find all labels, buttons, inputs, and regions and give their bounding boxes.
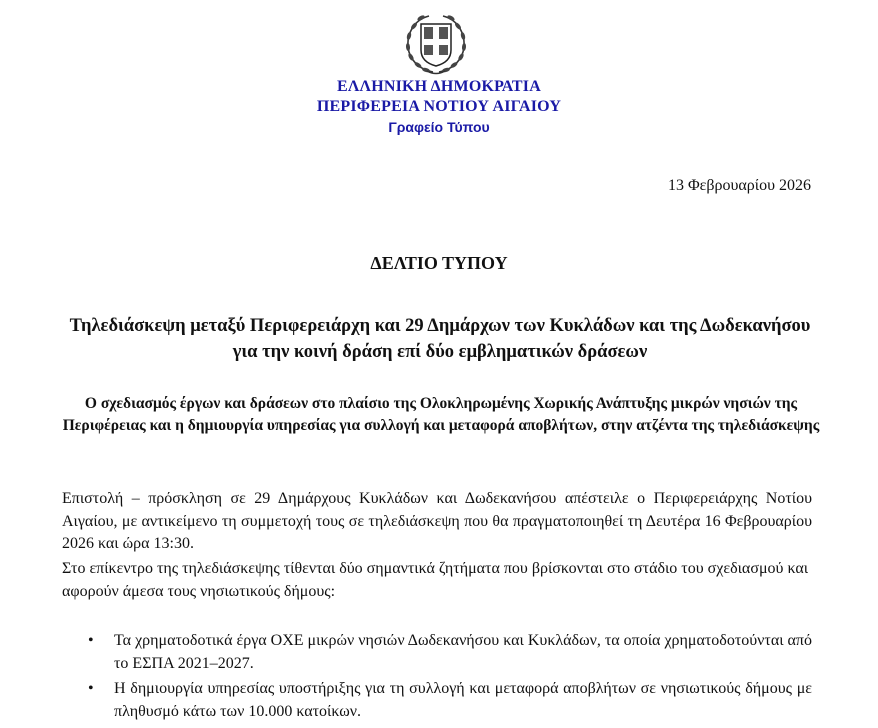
body-paragraph-2: Στο επίκεντρο της τηλεδιάσκεψης τίθενται δύο σημαντικά ζητήματα που βρίσκονται στο στάδιο του σχεδιασμού και αφορούν άμεσα τους νησιωτικούς δήμους: bbox=[62, 560, 809, 600]
body-paragraph-1: Επιστολή – πρόσκληση σε 29 Δημάρχους Κυκλάδων και Δωδεκανήσου απέστειλε ο Περιφερειάρχης Νοτίου Αιγαίου, με αντικείμενο τη συμμετοχή τους σε τηλεδιάσκεψη που θα πραγματοποιηθεί τη Δευτέρα 16 Φεβρουαρίου 2026 και ώρα 13:30. bbox=[62, 490, 812, 552]
agenda-bullet-list bbox=[62, 630, 812, 726]
bullet-icon: • bbox=[88, 680, 94, 697]
letterhead-region: ΠΕΡΙΦΕΡΕΙΑ ΝΟΤΙΟΥ ΑΙΓΑΙΟΥ bbox=[316, 98, 562, 115]
letterhead-office: Γραφείο Τύπου bbox=[388, 119, 490, 135]
list-item-text: Τα χρηματοδοτικά έργα ΟΧΕ μικρών νησιών Δωδεκανήσου και Κυκλάδων, τα οποία χρηματοδοτούνται από το ΕΣΠΑ 2021–2027. bbox=[114, 632, 812, 672]
press-release-title: Τηλεδιάσκεψη μεταξύ Περιφερειάρχη και 29 Δημάρχων των Κυκλάδων και της Δωδεκανήσου για την κοινή δράση επί δύο εμβληματικών δράσεων bbox=[69, 316, 811, 362]
letterhead-country: ΕΛΛΗΝΙΚΗ ΔΗΜΟΚΡΑΤΙΑ bbox=[337, 78, 541, 95]
document-type-heading: ΔΕΛΤΙΟ ΤΥΠΟΥ bbox=[370, 253, 508, 273]
list-item bbox=[62, 630, 812, 675]
bullet-icon: • bbox=[88, 632, 94, 649]
list-item bbox=[62, 678, 812, 723]
greek-coat-of-arms-icon bbox=[399, 8, 473, 78]
document-date: 13 Φεβρουαρίου 2026 bbox=[667, 177, 811, 194]
list-item-text: Η δημιουργία υπηρεσίας υποστήριξης για τη συλλογή και μεταφορά αποβλήτων σε νησιωτικούς δήμους με πληθυσμό κάτω των 10.000 κατοίκων. bbox=[114, 680, 812, 720]
press-release-subtitle: Ο σχεδιασμός έργων και δράσεων στο πλαίσιο της Ολοκληρωμένης Χωρικής Ανάπτυξης μικρών νησιών της Περιφέρειας και η δημιουργία υπηρεσίας για συλλογή και μεταφορά αποβλήτων, στην ατζέντα της τηλεδιάσκεψης bbox=[62, 395, 820, 434]
